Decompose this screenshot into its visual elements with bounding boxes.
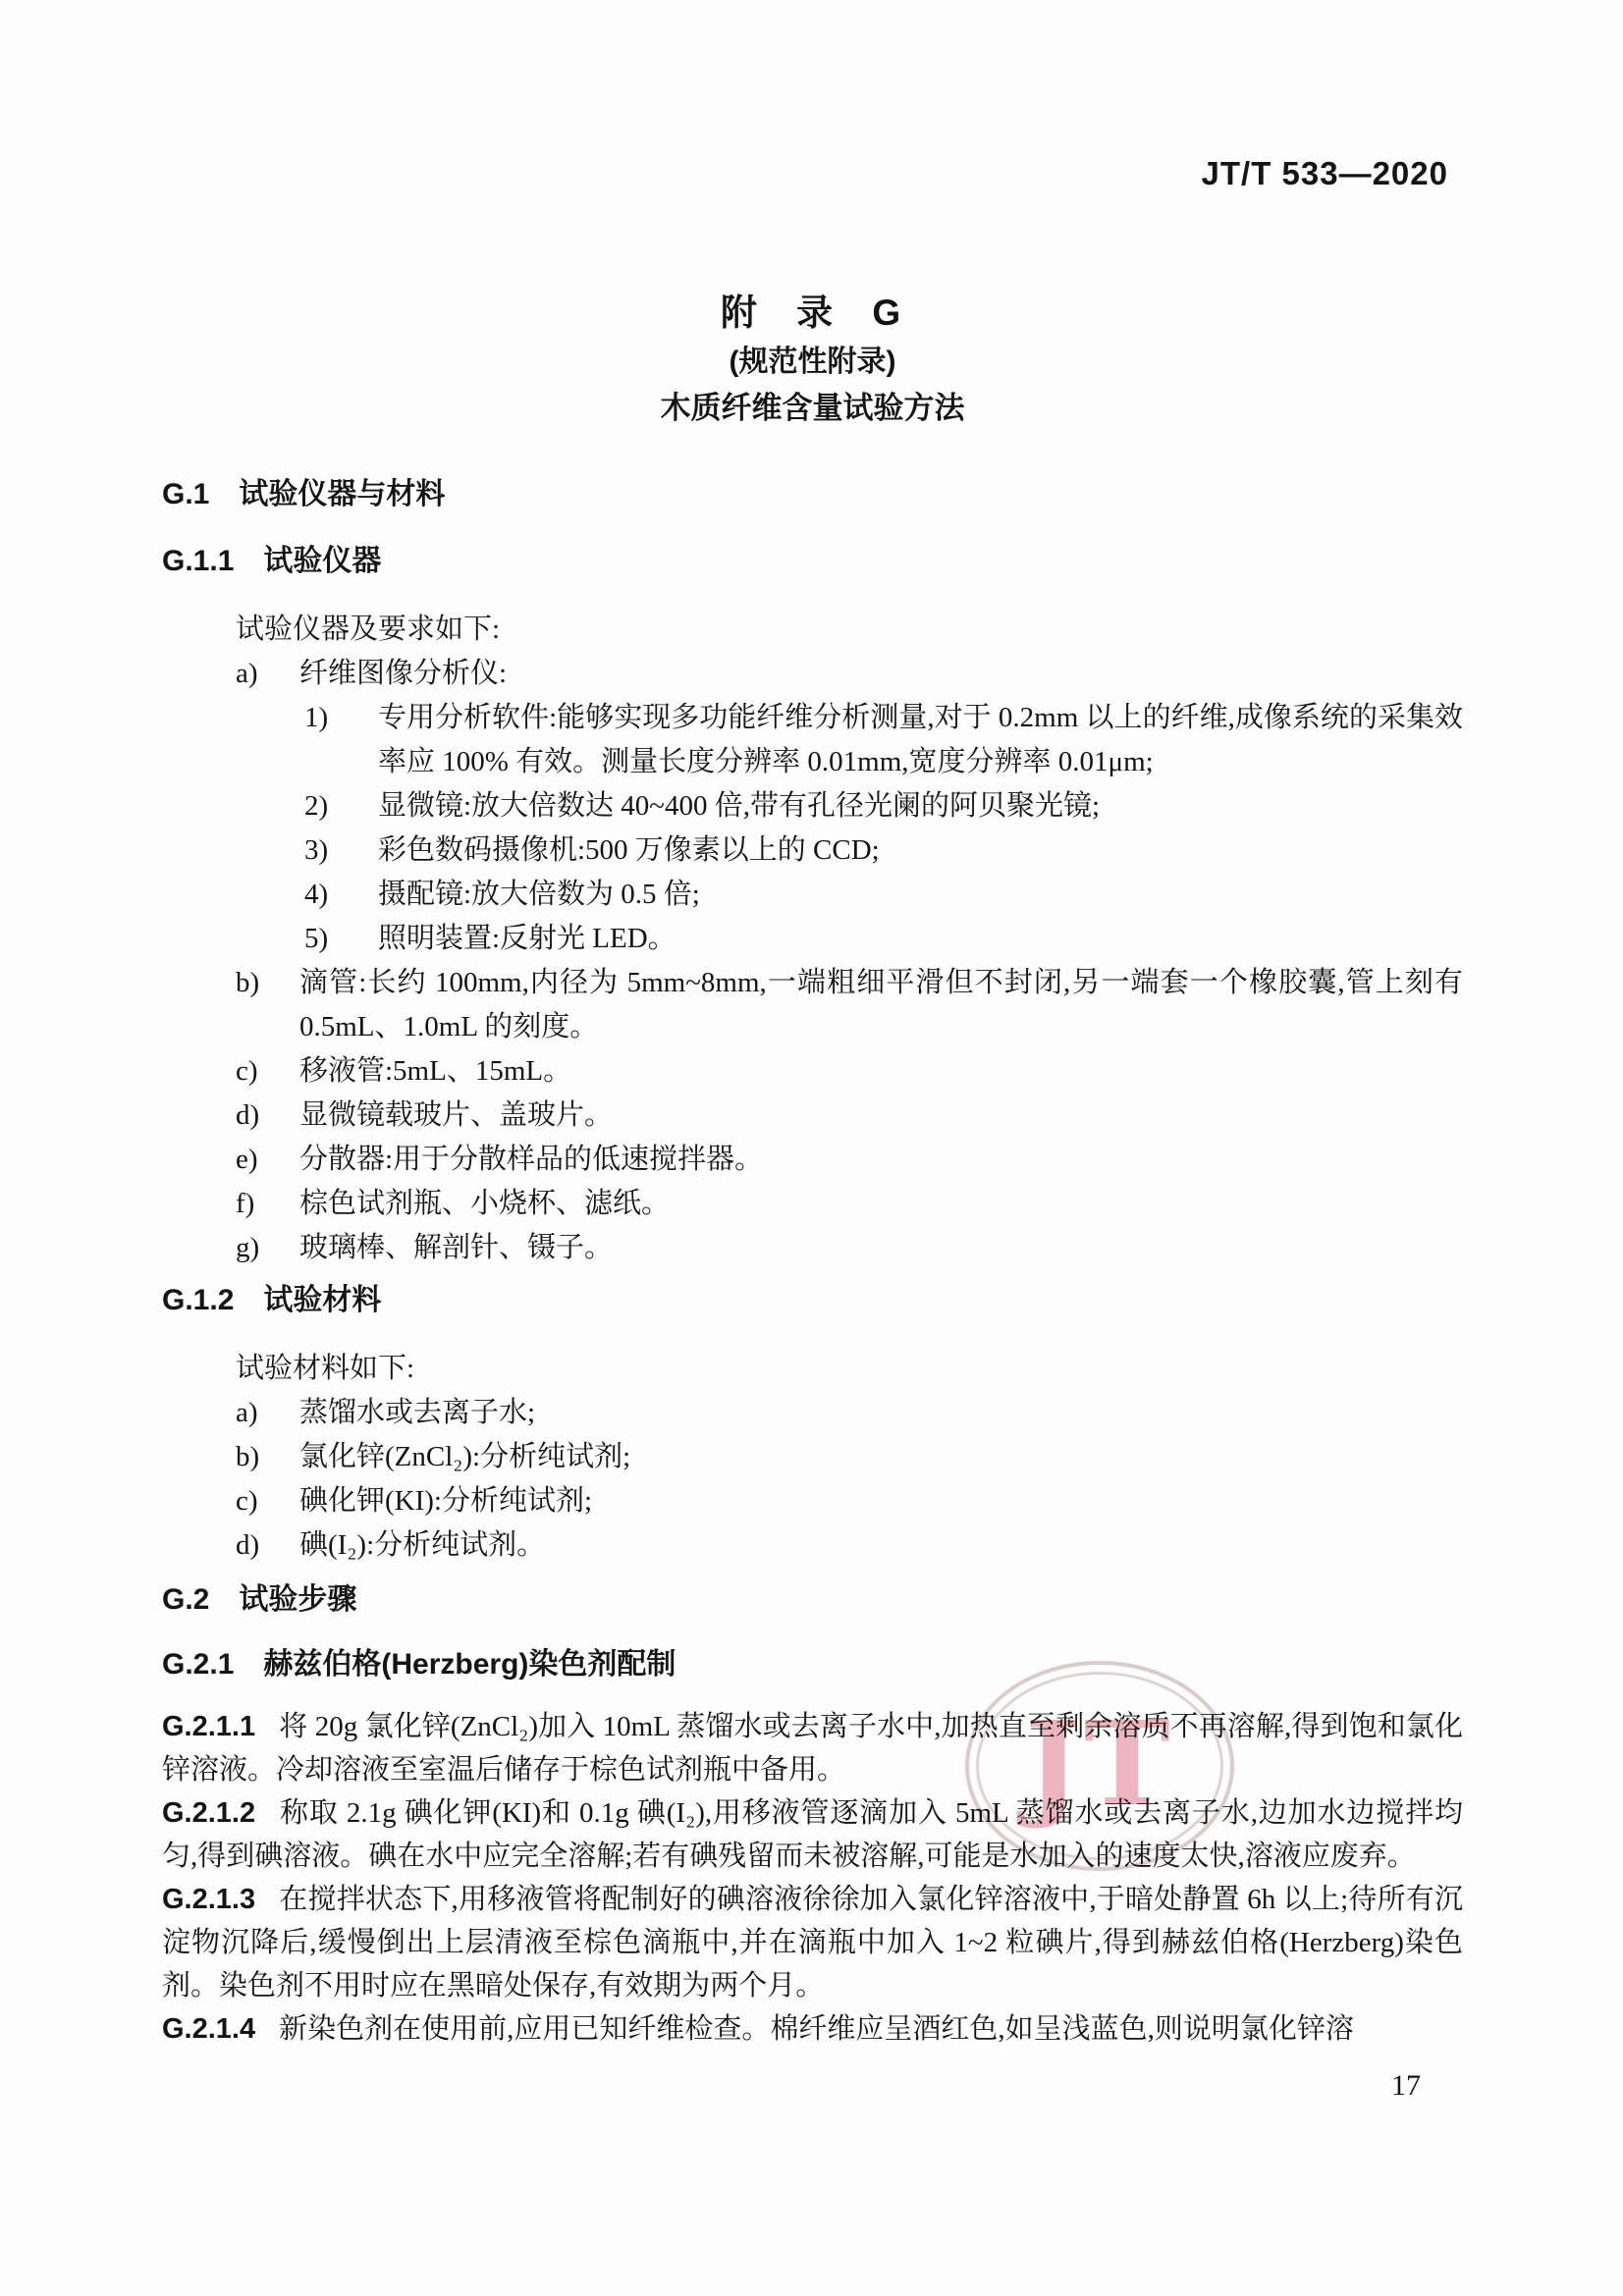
paragraph-g211 (162, 1705, 1463, 1791)
list-marker: d) (236, 1529, 260, 1561)
material-item-d (162, 1523, 1463, 1568)
sublist-item-4 (162, 873, 1463, 917)
list-marker: 5) (304, 923, 329, 954)
paragraph-text: 称取 2.1g 碘化钾(KI)和 0.1g 碘(I₂),用移液管逐滴加入 5mL 蒸馏水或去离子水,边加水边搅拌均匀,得到碘溶液。碘在水中应完全溶解;若有碘残留而未被溶解,可能是水加入的速度太快,溶液应废弃。 (162, 1797, 1463, 1872)
paragraph-number: G.2.1.1 (162, 1711, 256, 1742)
paragraph-number: G.2.1.3 (162, 1884, 256, 1915)
page-header (1202, 155, 1448, 192)
list-marker: b) (236, 967, 260, 998)
section-g21-title: 赫兹伯格(Herzberg)染色剂配制 (263, 1648, 676, 1681)
paragraph-text: 新染色剂在使用前,应用已知纤维检查。棉纤维应呈酒红色,如呈浅蓝色,则说明氯化锌溶 (279, 2013, 1354, 2045)
list-text: 显微镜载玻片、盖玻片。 (299, 1099, 614, 1131)
list-text: 摄配镜:放大倍数为 0.5 倍; (378, 879, 700, 910)
equipment-intro: 试验仪器及要求如下: (236, 614, 501, 645)
section-g1-number: G.1 (162, 478, 210, 510)
section-g12-heading (162, 1282, 1463, 1319)
material-item-c (162, 1479, 1463, 1523)
procedure-paragraphs (162, 1705, 1463, 2051)
material-item-b (162, 1435, 1463, 1479)
sublist-item-5 (162, 917, 1463, 961)
section-g12-number: G.1.2 (162, 1284, 235, 1316)
list-item-d (162, 1094, 1463, 1138)
list-text: 显微镜:放大倍数达 40~400 倍,带有孔径光阑的阿贝聚光镜; (378, 790, 1101, 822)
list-text: 棕色试剂瓶、小烧杯、滤纸。 (299, 1188, 671, 1219)
sublist-item-2 (162, 784, 1463, 828)
page-number: 17 (1391, 2069, 1421, 2102)
list-marker: c) (236, 1055, 258, 1087)
list-marker: c) (236, 1485, 258, 1517)
section-g21-heading (162, 1646, 1463, 1683)
materials-intro: 试验材料如下: (236, 1353, 415, 1384)
section-g11-number: G.1.1 (162, 545, 235, 577)
list-text: 专用分析软件:能够实现多功能纤维分析测量,对于 0.2mm 以上的纤维,成像系统的采集效率应 100% 有效。测量长度分辨率 0.01mm,宽度分辨率 0.01μm; (378, 702, 1463, 777)
list-text: 分散器:用于分散样品的低速搅拌器。 (299, 1144, 764, 1175)
paragraph-g213 (162, 1878, 1463, 2007)
paragraph-g212 (162, 1791, 1463, 1878)
list-item-f (162, 1182, 1463, 1226)
paragraph-number: G.2.1.2 (162, 1797, 256, 1829)
paragraph-text: 在搅拌状态下,用移液管将配制好的碘溶液徐徐加入氯化锌溶液中,于暗处静置 6h 以上;待所有沉淀物沉降后,缓慢倒出上层清液至棕色滴瓶中,并在滴瓶中加入 1~2 粒碘片,得到赫兹伯格(Herzberg)染色剂。染色剂不用时应在黑暗处保存,有效期为两个月。 (162, 1884, 1463, 2002)
list-item-e (162, 1138, 1463, 1182)
section-g1-title: 试验仪器与材料 (239, 478, 446, 510)
list-marker: 4) (304, 879, 329, 910)
appendix-title-block (162, 292, 1463, 427)
list-marker: a) (236, 1397, 258, 1428)
section-g2-title: 试验步骤 (239, 1583, 357, 1616)
list-item-b (162, 961, 1463, 1049)
appendix-type-note: (规范性附录) (729, 346, 896, 378)
list-marker: d) (236, 1099, 260, 1131)
list-marker: g) (236, 1232, 260, 1263)
list-item-c (162, 1049, 1463, 1094)
appendix-subject: 木质纤维含量试验方法 (660, 391, 965, 425)
list-marker: 3) (304, 834, 329, 866)
list-item-g (162, 1226, 1463, 1270)
list-text: 纤维图像分析仪: (299, 658, 508, 689)
materials-block (162, 1347, 1463, 1568)
list-text: 移液管:5mL、15mL。 (299, 1055, 572, 1087)
paragraph-text: 将 20g 氯化锌(ZnCl₂)加入 10mL 蒸馏水或去离子水中,加热直至剩余溶质不再溶解,得到饱和氯化锌溶液。冷却溶液至室温后储存于棕色试剂瓶中备用。 (162, 1711, 1463, 1786)
section-g2-number: G.2 (162, 1583, 210, 1616)
list-text: 碘(I₂):分析纯试剂。 (299, 1529, 546, 1561)
section-g2-heading (162, 1581, 1463, 1619)
material-item-a (162, 1391, 1463, 1435)
list-marker: e) (236, 1144, 258, 1175)
list-text: 照明装置:反射光 LED。 (378, 923, 676, 954)
list-marker: 2) (304, 790, 329, 822)
paragraph-g214 (162, 2007, 1463, 2051)
section-g1-heading (162, 476, 1463, 513)
section-g11-title: 试验仪器 (263, 545, 382, 577)
section-g11-heading (162, 543, 1463, 580)
list-marker: 1) (304, 702, 329, 733)
list-text: 玻璃棒、解剖针、镊子。 (299, 1232, 614, 1263)
list-marker: a) (236, 658, 258, 689)
sublist-item-1 (162, 696, 1463, 784)
list-text: 滴管:长约 100mm,内径为 5mm~8mm,一端粗细平滑但不封闭,另一端套一个橡胶囊,管上刻有 0.5mL、1.0mL 的刻度。 (299, 967, 1463, 1042)
list-text: 彩色数码摄像机:500 万像素以上的 CCD; (378, 834, 880, 866)
list-item-a (162, 652, 1463, 696)
list-text: 碘化钾(KI):分析纯试剂; (299, 1485, 593, 1517)
equipment-block (162, 608, 1463, 1270)
document-content (162, 0, 1463, 2051)
list-marker: f) (236, 1188, 255, 1219)
list-marker: b) (236, 1441, 260, 1472)
paragraph-number: G.2.1.4 (162, 2013, 256, 2045)
standard-code: JT/T 533—2020 (1201, 155, 1448, 191)
section-g21-number: G.2.1 (162, 1648, 235, 1681)
appendix-heading: 附 录 G (720, 293, 905, 333)
list-text: 氯化锌(ZnCl₂):分析纯试剂; (299, 1441, 631, 1472)
sublist-item-3 (162, 828, 1463, 873)
list-text: 蒸馏水或去离子水; (299, 1397, 536, 1428)
watermark-letters: JT (1025, 1694, 1174, 1832)
section-g12-title: 试验材料 (263, 1284, 382, 1316)
